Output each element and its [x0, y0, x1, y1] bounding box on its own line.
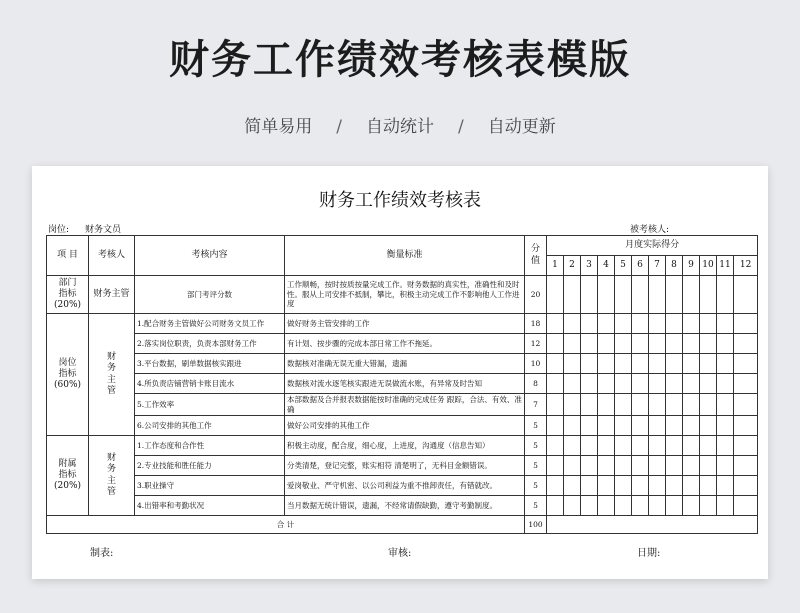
monthly-score-cell[interactable] — [581, 456, 598, 476]
monthly-score-cell[interactable] — [717, 334, 734, 354]
monthly-score-cell[interactable] — [649, 276, 666, 314]
monthly-score-cell[interactable] — [632, 334, 649, 354]
monthly-score-cell[interactable] — [547, 314, 564, 334]
monthly-score-cell[interactable] — [700, 394, 717, 416]
monthly-score-cell[interactable] — [666, 456, 683, 476]
monthly-score-cell[interactable] — [547, 456, 564, 476]
score-value: 5 — [525, 416, 547, 436]
month-header: 12 — [734, 256, 758, 276]
section-name-line: 指标 — [58, 469, 77, 480]
section-name-line: 指标 — [58, 288, 77, 299]
monthly-score-cell[interactable] — [717, 394, 734, 416]
assessment-content: 1.配合财务主管做好公司财务文员工作 — [135, 314, 285, 334]
monthly-score-cell[interactable] — [581, 354, 598, 374]
assessor-char: 务 — [106, 363, 116, 374]
monthly-score-cell[interactable] — [717, 416, 734, 436]
monthly-score-cell[interactable] — [666, 436, 683, 456]
monthly-score-cell[interactable] — [700, 496, 717, 516]
monthly-score-cell[interactable] — [581, 314, 598, 334]
table-row — [47, 476, 758, 496]
monthly-score-cell[interactable] — [632, 496, 649, 516]
monthly-score-cell[interactable] — [615, 314, 632, 334]
monthly-score-cell[interactable] — [649, 314, 666, 334]
section-assessor — [89, 436, 135, 516]
assessor-char: 财 — [106, 453, 116, 463]
measurement-standard: 数据核对流水逐笔核实跟进无误做流水账，有异常及时告知 — [285, 374, 525, 394]
assessment-content: 3.职业操守 — [135, 476, 285, 496]
monthly-score-cell[interactable] — [649, 496, 666, 516]
monthly-score-cell[interactable] — [683, 456, 700, 476]
measurement-standard: 工作顺畅，按时按质按量完成工作。财务数据的真实性，准确性和及时性。服从上司安排不抵制，攀比，积极主动完成工作不影响他人工作进度 — [285, 276, 525, 314]
sheet-title: 财务工作绩效考核表 — [319, 190, 481, 211]
score-value: 7 — [525, 394, 547, 416]
monthly-score-cell[interactable] — [598, 276, 615, 314]
total-value: 100 — [525, 516, 547, 534]
section-name — [47, 314, 89, 436]
monthly-score-cell[interactable] — [700, 416, 717, 436]
monthly-score-cell[interactable] — [666, 496, 683, 516]
monthly-score-cell[interactable] — [700, 276, 717, 314]
monthly-score-cell[interactable] — [547, 334, 564, 354]
header-assessor: 考核人 — [89, 236, 135, 276]
monthly-score-cell[interactable] — [598, 334, 615, 354]
monthly-score-cell[interactable] — [547, 354, 564, 374]
section-assessor — [89, 276, 135, 314]
monthly-score-cell[interactable] — [700, 314, 717, 334]
monthly-score-cell[interactable] — [632, 436, 649, 456]
monthly-score-cell[interactable] — [734, 496, 758, 516]
measurement-standard: 做好公司安排的其他工作 — [285, 416, 525, 436]
monthly-score-cell[interactable] — [598, 456, 615, 476]
monthly-score-cell[interactable] — [666, 276, 683, 314]
monthly-score-cell[interactable] — [564, 436, 581, 456]
measurement-standard: 当月数据无统计错误，遗漏，不经常请假缺勤，遵守考勤制度。 — [285, 496, 525, 516]
monthly-score-cell[interactable] — [564, 394, 581, 416]
month-header: 11 — [717, 256, 734, 276]
monthly-score-cell[interactable] — [615, 436, 632, 456]
section-name — [47, 436, 89, 516]
monthly-score-cell[interactable] — [683, 374, 700, 394]
monthly-score-cell[interactable] — [734, 416, 758, 436]
month-header: 3 — [581, 256, 598, 276]
header-monthly: 月度实际得分 — [547, 236, 758, 256]
measurement-standard: 积极主动度，配合度，细心度，上进度，沟通度（信息告知） — [285, 436, 525, 456]
monthly-score-cell[interactable] — [717, 276, 734, 314]
month-header: 4 — [598, 256, 615, 276]
assessment-content: 6.公司安排的其他工作 — [135, 416, 285, 436]
monthly-score-cell[interactable] — [734, 314, 758, 334]
assessment-content: 4.所负责店铺营销卡账目流水 — [135, 374, 285, 394]
position-info — [48, 222, 121, 235]
assessment-content: 3.平台数据，刷单数据核实跟进 — [135, 354, 285, 374]
monthly-score-cell[interactable] — [615, 416, 632, 436]
monthly-score-cell[interactable] — [547, 496, 564, 516]
assessor-char: 务 — [106, 464, 116, 475]
banner-subtitle — [0, 112, 800, 137]
header-standard: 衡量标准 — [285, 236, 525, 276]
monthly-score-cell[interactable] — [666, 354, 683, 374]
header-score: 分值 — [525, 236, 547, 276]
monthly-score-cell[interactable] — [581, 334, 598, 354]
monthly-score-cell[interactable] — [734, 374, 758, 394]
section-assessor — [89, 314, 135, 436]
monthly-score-cell[interactable] — [598, 374, 615, 394]
monthly-score-cell[interactable] — [717, 476, 734, 496]
table-row — [47, 394, 758, 416]
monthly-score-cell[interactable] — [581, 374, 598, 394]
position-value: 财务文员 — [85, 225, 122, 235]
month-header: 5 — [615, 256, 632, 276]
score-value: 20 — [525, 276, 547, 314]
monthly-score-cell[interactable] — [632, 416, 649, 436]
table-row — [47, 416, 758, 436]
measurement-standard: 爱岗敬业、严守机密、以公司利益为重不推卸责任，有错就改。 — [285, 476, 525, 496]
assessment-content: 5.工作效率 — [135, 394, 285, 416]
monthly-score-cell[interactable] — [581, 394, 598, 416]
monthly-score-cell[interactable] — [615, 374, 632, 394]
assessor-char: 管 — [106, 486, 116, 497]
monthly-score-cell[interactable] — [734, 276, 758, 314]
monthly-score-cell[interactable] — [734, 476, 758, 496]
monthly-score-cell[interactable] — [598, 394, 615, 416]
monthly-score-cell[interactable] — [615, 354, 632, 374]
table-row — [47, 334, 758, 354]
monthly-score-cell[interactable] — [615, 476, 632, 496]
monthly-score-cell[interactable] — [564, 496, 581, 516]
monthly-score-cell[interactable] — [683, 476, 700, 496]
monthly-score-cell[interactable] — [615, 394, 632, 416]
footer-maker: 制表: — [90, 548, 114, 559]
monthly-score-cell[interactable] — [666, 476, 683, 496]
monthly-score-cell[interactable] — [632, 476, 649, 496]
monthly-score-cell[interactable] — [598, 496, 615, 516]
subtitle-easy: 简单易用 — [244, 117, 313, 137]
monthly-score-cell[interactable] — [683, 314, 700, 334]
monthly-score-cell[interactable] — [734, 334, 758, 354]
measurement-standard: 本部数据及合并报表数据能按时准确的完成任务 跟踪，合法、有效、准确 — [285, 394, 525, 416]
assessment-content: 4.出错率和考勤状况 — [135, 496, 285, 516]
total-row — [47, 516, 758, 534]
table-row — [47, 496, 758, 516]
assessor-char: 主 — [106, 374, 116, 385]
section-name-line: 指标 — [58, 368, 77, 379]
table-row — [47, 314, 758, 334]
monthly-score-cell[interactable] — [547, 476, 564, 496]
monthly-score-cell[interactable] — [734, 354, 758, 374]
month-header: 9 — [683, 256, 700, 276]
monthly-score-cell[interactable] — [683, 394, 700, 416]
assessment-sheet — [32, 166, 768, 579]
monthly-score-cell[interactable] — [547, 394, 564, 416]
section-name-line: 岗位 — [58, 357, 77, 368]
assessor-char: 财务主管 — [93, 288, 130, 299]
monthly-score-cell[interactable] — [683, 436, 700, 456]
score-value: 8 — [525, 374, 547, 394]
monthly-score-cell[interactable] — [683, 276, 700, 314]
score-value: 5 — [525, 496, 547, 516]
measurement-standard: 做好财务主管安排的工作 — [285, 314, 525, 334]
score-value: 18 — [525, 314, 547, 334]
table-row — [47, 374, 758, 394]
monthly-score-cell[interactable] — [564, 334, 581, 354]
monthly-score-cell[interactable] — [649, 476, 666, 496]
monthly-score-cell[interactable] — [734, 394, 758, 416]
score-value: 5 — [525, 476, 547, 496]
monthly-score-cell[interactable] — [632, 374, 649, 394]
monthly-score-cell[interactable] — [581, 416, 598, 436]
section-name — [47, 276, 89, 314]
score-value: 5 — [525, 456, 547, 476]
monthly-score-cell[interactable] — [717, 496, 734, 516]
subtitle-separator: / — [336, 117, 342, 137]
monthly-score-cell[interactable] — [666, 314, 683, 334]
monthly-score-cell[interactable] — [564, 476, 581, 496]
monthly-score-cell[interactable] — [700, 436, 717, 456]
footer-date: 日期: — [637, 548, 661, 559]
month-header: 1 — [547, 256, 564, 276]
total-score-cell[interactable] — [547, 516, 758, 534]
monthly-score-cell[interactable] — [683, 496, 700, 516]
monthly-score-cell[interactable] — [632, 276, 649, 314]
score-value: 12 — [525, 334, 547, 354]
monthly-score-cell[interactable] — [717, 354, 734, 374]
assessor-char: 财 — [106, 352, 116, 362]
monthly-score-cell[interactable] — [649, 416, 666, 436]
monthly-score-cell[interactable] — [564, 456, 581, 476]
subtitle-auto-stat: 自动统计 — [366, 117, 434, 137]
table-row — [47, 436, 758, 456]
assessment-content: 2.落实岗位职责，负责本部财务工作 — [135, 334, 285, 354]
monthly-score-cell[interactable] — [581, 276, 598, 314]
monthly-score-cell[interactable] — [717, 436, 734, 456]
monthly-score-cell[interactable] — [700, 374, 717, 394]
subtitle-auto-update: 自动更新 — [487, 117, 556, 137]
monthly-score-cell[interactable] — [615, 496, 632, 516]
month-header: 7 — [649, 256, 666, 276]
monthly-score-cell[interactable] — [649, 354, 666, 374]
monthly-score-cell[interactable] — [683, 354, 700, 374]
monthly-score-cell[interactable] — [666, 416, 683, 436]
monthly-score-cell[interactable] — [547, 436, 564, 456]
monthly-score-cell[interactable] — [700, 456, 717, 476]
table-row — [47, 276, 758, 314]
measurement-standard: 数据核对准确无误无重大错漏，遗漏 — [285, 354, 525, 374]
total-label: 合 计 — [47, 516, 525, 534]
monthly-score-cell[interactable] — [666, 374, 683, 394]
footer-reviewer: 审核: — [388, 548, 412, 559]
monthly-score-cell[interactable] — [564, 374, 581, 394]
monthly-score-cell[interactable] — [632, 456, 649, 476]
monthly-score-cell[interactable] — [717, 456, 734, 476]
section-name-line: 部门 — [58, 277, 77, 288]
banner-title: 财务工作绩效考核表模版 — [169, 37, 631, 83]
monthly-score-cell[interactable] — [683, 416, 700, 436]
monthly-score-cell[interactable] — [717, 314, 734, 334]
monthly-score-cell[interactable] — [734, 436, 758, 456]
header-item: 项 目 — [47, 236, 89, 276]
monthly-score-cell[interactable] — [649, 436, 666, 456]
monthly-score-cell[interactable] — [547, 276, 564, 314]
monthly-score-cell[interactable] — [598, 476, 615, 496]
monthly-score-cell[interactable] — [581, 496, 598, 516]
section-name-line: (20%) — [53, 300, 82, 311]
monthly-score-cell[interactable] — [581, 436, 598, 456]
month-header: 6 — [632, 256, 649, 276]
section-name-line: (20%) — [53, 481, 82, 492]
monthly-score-cell[interactable] — [598, 314, 615, 334]
monthly-score-cell[interactable] — [564, 314, 581, 334]
monthly-score-cell[interactable] — [700, 476, 717, 496]
score-value: 10 — [525, 354, 547, 374]
month-header: 2 — [564, 256, 581, 276]
monthly-score-cell[interactable] — [615, 456, 632, 476]
position-label: 岗位: — [48, 225, 70, 235]
assessee-label: 被考核人: — [630, 225, 670, 235]
monthly-score-cell[interactable] — [717, 374, 734, 394]
table-row — [47, 354, 758, 374]
monthly-score-cell[interactable] — [666, 334, 683, 354]
monthly-score-cell[interactable] — [649, 374, 666, 394]
score-value: 5 — [525, 436, 547, 456]
assessment-table — [46, 235, 758, 534]
assessor-char: 管 — [106, 385, 116, 396]
section-name-line: (60%) — [53, 380, 82, 391]
monthly-score-cell[interactable] — [666, 394, 683, 416]
monthly-score-cell[interactable] — [615, 276, 632, 314]
monthly-score-cell[interactable] — [564, 276, 581, 314]
assessment-content: 2.专业技能和胜任能力 — [135, 456, 285, 476]
monthly-score-cell[interactable] — [649, 456, 666, 476]
monthly-score-cell[interactable] — [632, 394, 649, 416]
measurement-standard: 分类清楚，登记完整，账实相符 清楚明了，无科目金额错误。 — [285, 456, 525, 476]
monthly-score-cell[interactable] — [632, 314, 649, 334]
monthly-score-cell[interactable] — [598, 436, 615, 456]
monthly-score-cell[interactable] — [649, 394, 666, 416]
monthly-score-cell[interactable] — [564, 416, 581, 436]
table-row — [47, 456, 758, 476]
monthly-score-cell[interactable] — [734, 456, 758, 476]
monthly-score-cell[interactable] — [598, 354, 615, 374]
assessment-content: 部门考评分数 — [135, 276, 285, 314]
month-header: 10 — [700, 256, 717, 276]
monthly-score-cell[interactable] — [615, 334, 632, 354]
monthly-score-cell[interactable] — [598, 416, 615, 436]
monthly-score-cell[interactable] — [581, 476, 598, 496]
header-content: 考核内容 — [135, 236, 285, 276]
monthly-score-cell[interactable] — [700, 334, 717, 354]
monthly-score-cell[interactable] — [547, 416, 564, 436]
assessment-content: 1.工作态度和合作性 — [135, 436, 285, 456]
monthly-score-cell[interactable] — [547, 374, 564, 394]
monthly-score-cell[interactable] — [632, 354, 649, 374]
subtitle-separator: / — [458, 117, 464, 137]
monthly-score-cell[interactable] — [683, 334, 700, 354]
assessor-char: 主 — [106, 475, 116, 486]
monthly-score-cell[interactable] — [564, 354, 581, 374]
monthly-score-cell[interactable] — [700, 354, 717, 374]
month-header: 8 — [666, 256, 683, 276]
section-name-line: 附属 — [58, 458, 77, 469]
monthly-score-cell[interactable] — [649, 334, 666, 354]
measurement-standard: 有计划、按步骤的完成本部日常工作不拖延。 — [285, 334, 525, 354]
